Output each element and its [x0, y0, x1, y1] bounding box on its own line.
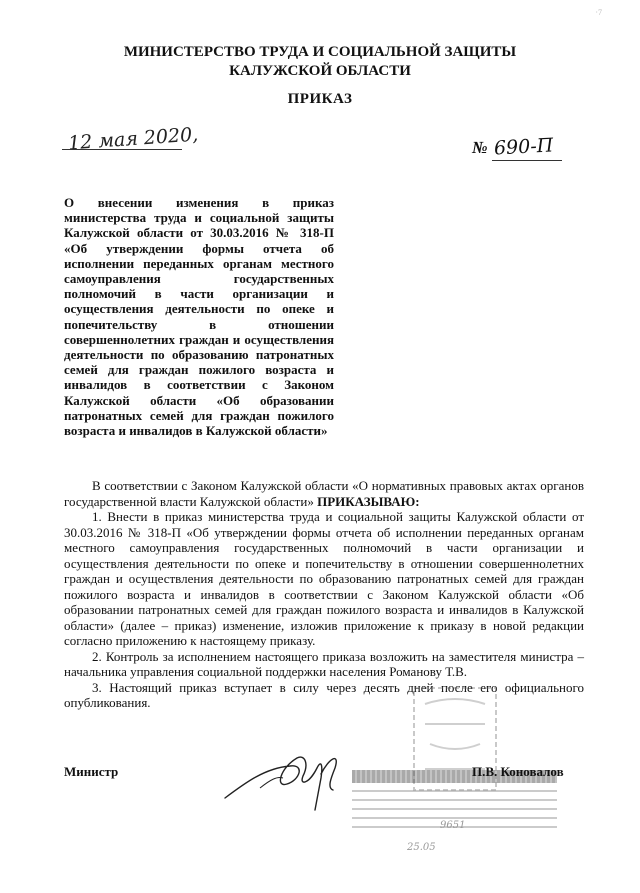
registration-date: 25.05	[407, 842, 436, 853]
order-body	[64, 478, 584, 711]
item-2: 2. Контроль за исполнением настоящего приказа возложить на заместителя министра – начальника управления социальной поддержки населения Романову Т.В.	[64, 648, 584, 679]
prikazyvayu-keyword: ПРИКАЗЫВАЮ:	[317, 493, 420, 509]
document-type: ПРИКАЗ	[287, 91, 353, 107]
reg-line	[352, 817, 557, 819]
reg-line	[352, 799, 557, 801]
item-3: 3. Настоящий приказ вступает в силу через десять дней после его официального опубликования.	[64, 679, 584, 710]
handwritten-number: 690-П	[493, 134, 554, 160]
handwritten-date: 12 мая 2020,	[67, 123, 199, 155]
ministry-line-2: КАЛУЖСКОЙ ОБЛАСТИ	[229, 63, 411, 79]
number-sign: №	[472, 138, 488, 157]
date-underline	[62, 149, 182, 150]
registration-stamp	[352, 770, 557, 865]
reg-line	[352, 790, 557, 792]
corner-mark: ·7	[595, 8, 602, 17]
item-1: 1. Внести в приказ министерства труда и социальной защиты Калужской области от 30.03.2016 № 318-П «Об утверждении формы отчета об исполнении переданных органам местного самоуправления государственных полномочий в части организации и осуществления деятельности по опеке и попечительству в отношении совершеннолетних граждан и осуществления деятельности по образованию патронатных семей для граждан пожилого возраста и инвалидов в соответствии с Законом Калужской области «Об образовании патронатных семей для граждан пожилого возраста и инвалидов в Калужской области» (далее – приказ) изменение, изложив приложение к приказу в новой редакции согласно приложению к настоящему приказу.	[64, 509, 584, 648]
number-underline	[492, 160, 562, 161]
signer-name: П.В. Коновалов	[472, 764, 564, 779]
preamble-text: В соответствии с Законом Калужской области «О нормативных правовых актах органов государственной власти Калужской области»	[64, 478, 584, 509]
signer-title: Министр	[64, 764, 119, 779]
preamble-paragraph	[64, 478, 584, 509]
ministry-line-1: МИНИСТЕРСТВО ТРУДА И СОЦИАЛЬНОЙ ЗАЩИТЫ	[123, 44, 517, 60]
reg-line	[352, 808, 557, 810]
registration-number: 9651	[440, 820, 466, 831]
order-number	[472, 136, 553, 158]
ministry-header	[0, 43, 640, 81]
handwritten-signature	[205, 728, 375, 818]
order-subject: О внесении изменения в приказ министерства труда и социальной защиты Калужской области от 30.03.2016 № 318-П «Об утверждении формы отчета об исполнении переданных органам местного самоуправления государственных полномочий в части организации и осуществления деятельности по опеке и попечительству в отношении совершеннолетних граждан и осуществления деятельности по образованию патронатных семей для граждан пожилого возраста и инвалидов в соответствии с Законом Калужской области «Об образовании патронатных семей для граждан пожилого возраста и инвалидов в Калужской области»	[64, 195, 334, 439]
